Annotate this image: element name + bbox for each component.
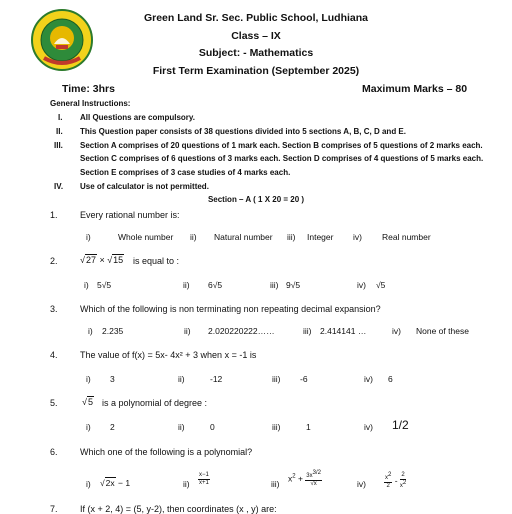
subject-title: Subject: - Mathematics xyxy=(198,47,314,59)
question-text: is equal to : xyxy=(133,256,180,266)
option-text: None of these xyxy=(416,326,469,336)
instruction-num: III. xyxy=(54,141,63,150)
question-number: 5. xyxy=(50,398,58,408)
instructions-title: General Instructions: xyxy=(50,99,131,108)
instruction-text: Use of calculator is not permitted. xyxy=(80,182,209,191)
instruction-text: Section C comprises of 6 questions of 3 marks each. Section D comprises of 4 questions of 5 marks each. xyxy=(80,154,484,163)
question-number: 1. xyxy=(50,210,58,220)
option-text: 1/2 xyxy=(392,418,409,432)
question-text: Every rational number is: xyxy=(80,210,180,220)
question-math: √5 xyxy=(82,397,93,407)
question-number: 7. xyxy=(50,504,58,514)
question-text: Which of the following is non terminating non repeating decimal expansion? xyxy=(80,304,381,314)
option-text: -12 xyxy=(210,374,223,384)
option-label: iv) xyxy=(353,232,362,242)
instruction-text: Section E comprises of 3 case studies of 4 marks each. xyxy=(80,168,291,177)
question-text: If (x + 2, 4) = (5, y-2), then coordinates (x , y) are: xyxy=(80,504,277,514)
option-label: iii) xyxy=(287,232,296,242)
question-text: Which one of the following is a polynomial? xyxy=(80,447,253,457)
option-text: 9√5 xyxy=(286,280,301,290)
exam-title: First Term Examination (September 2025) xyxy=(152,65,360,77)
option-label: iv) xyxy=(364,374,373,384)
option-label: iv) xyxy=(357,280,366,290)
option-label: i) xyxy=(88,326,93,336)
option-text: 1 xyxy=(306,422,311,432)
time-label: Time: 3hrs xyxy=(62,83,115,95)
option-text: 2.020220222…… xyxy=(208,326,275,336)
question-math: √27 × √15 xyxy=(80,255,124,265)
instruction-text: All Questions are compulsory. xyxy=(80,113,195,122)
instruction-num: I. xyxy=(58,113,63,122)
max-marks-label: Maximum Marks – 80 xyxy=(362,83,468,95)
instruction-num: II. xyxy=(56,127,63,136)
question-text: is a polynomial of degree : xyxy=(102,398,208,408)
option-label: iii) xyxy=(272,422,281,432)
class-title: Class – IX xyxy=(231,30,281,42)
option-label: ii) xyxy=(178,422,185,432)
instruction-num: IV. xyxy=(54,182,64,191)
option-text: -6 xyxy=(300,374,308,384)
question-number: 6. xyxy=(50,447,58,457)
option-label: iii) xyxy=(271,479,280,489)
option-text: 2.235 xyxy=(102,326,124,336)
option-label: ii) xyxy=(184,326,191,336)
option-label: i) xyxy=(86,232,91,242)
option-label: ii) xyxy=(183,280,190,290)
option-text: 2 xyxy=(110,422,115,432)
school-name: Green Land Sr. Sec. Public School, Ludhiana xyxy=(143,12,369,24)
option-math: $\frac{x^2}{2}$ - $\frac{2}{x^2}$ xyxy=(385,472,407,489)
option-text: Whole number xyxy=(118,232,174,242)
option-text: 5√5 xyxy=(97,280,112,290)
option-text: Natural number xyxy=(214,232,273,242)
option-label: iv) xyxy=(357,479,366,489)
option-label: ii) xyxy=(178,374,185,384)
option-label: iii) xyxy=(303,326,312,336)
option-text: √5 xyxy=(376,280,386,290)
option-label: iv) xyxy=(392,326,401,336)
question-number: 4. xyxy=(50,350,58,360)
option-text: 6 xyxy=(388,374,393,384)
option-text: 2.414141 … xyxy=(320,326,367,336)
instruction-text: Section A comprises of 20 questions of 1 mark each. Section B comprises of 5 questions of 2 marks each. xyxy=(80,141,483,150)
option-math: $x^2$ + $\frac{3x^{3/2}}{√x}$ xyxy=(288,470,321,487)
instruction-text: This Question paper consists of 38 questions divided into 5 sections A, B, C, D and E. xyxy=(80,127,406,136)
option-text: 3 xyxy=(110,374,115,384)
option-label: i) xyxy=(84,280,89,290)
option-text: 0 xyxy=(210,422,215,432)
option-label: ii) xyxy=(190,232,197,242)
option-label: iii) xyxy=(270,280,279,290)
question-text: The value of f(x) = 5x- 4x² + 3 when x = -1 is xyxy=(80,350,257,360)
option-label: iii) xyxy=(272,374,281,384)
option-label: iv) xyxy=(364,422,373,432)
section-a-title: Section – A ( 1 X 20 = 20 ) xyxy=(207,195,305,204)
option-text: 6√5 xyxy=(208,280,223,290)
option-label: ii) xyxy=(183,479,190,489)
question-number: 3. xyxy=(50,304,58,314)
option-label: i) xyxy=(86,422,91,432)
option-math: $\frac{x-1}{x+1}$ xyxy=(199,472,209,486)
option-label: i) xyxy=(86,479,91,489)
option-math: √2x − 1 xyxy=(100,478,131,488)
option-text: Integer xyxy=(307,232,334,242)
option-text: Real number xyxy=(382,232,431,242)
question-number: 2. xyxy=(50,256,58,266)
option-label: i) xyxy=(86,374,91,384)
